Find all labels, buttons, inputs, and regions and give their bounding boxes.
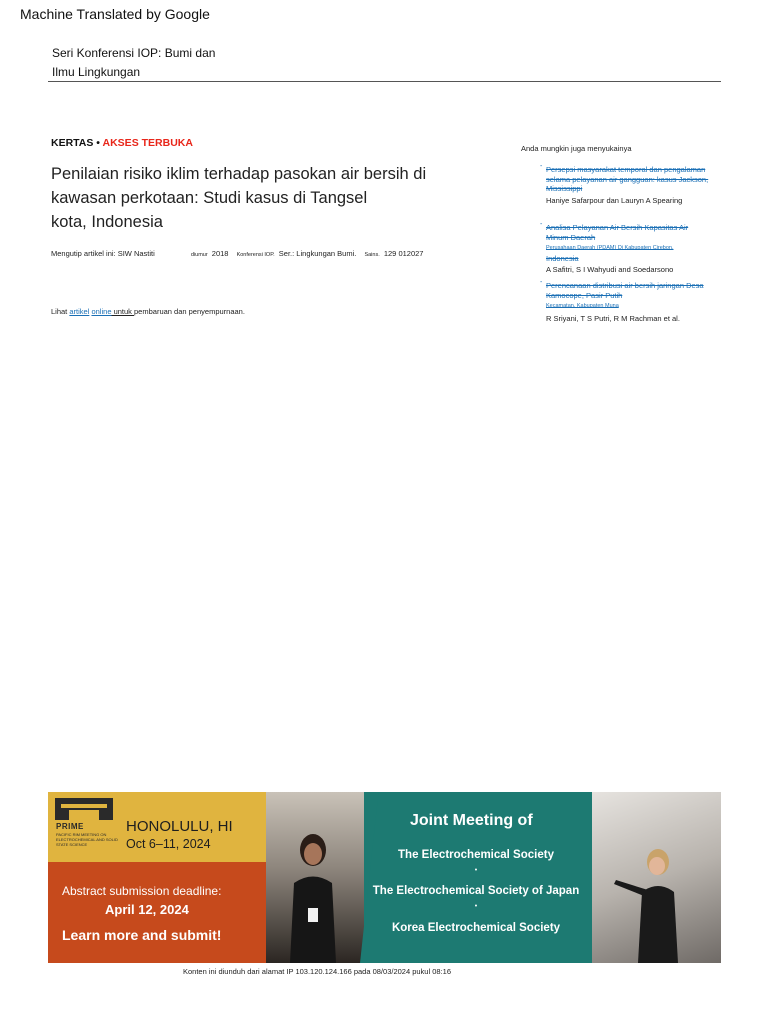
bullet-icon: -	[540, 221, 543, 228]
citation-ref: 129 012027	[383, 249, 424, 258]
open-access-label: AKSES TERBUKA	[102, 137, 193, 149]
prime-logo-text: PRIME	[56, 822, 84, 831]
related-item-authors: Haniye Safarpour dan Lauryn A Spearing	[546, 195, 683, 205]
prime-logo-subtitle: PACIFIC RIM MEETING ON ELECTROCHEMICAL AND SOLID STATE SCIENCE	[56, 832, 118, 847]
article-title	[51, 162, 461, 234]
related-item[interactable]	[540, 221, 711, 274]
journal-name	[52, 44, 252, 82]
citation	[51, 249, 471, 258]
banner-deadline-date: April 12, 2024	[105, 902, 189, 917]
online-link[interactable]: online	[91, 307, 112, 316]
related-item[interactable]	[540, 163, 711, 205]
citation-diumur: diumur	[190, 252, 208, 258]
related-item-title[interactable]: Persepsi masyarakat temporal dan pengalaman selama pelayanan air gangguan: kasus Jackson, Mississippi	[546, 165, 709, 193]
article-type	[51, 137, 193, 149]
translation-watermark: Machine Translated by Google	[20, 6, 210, 22]
related-item[interactable]	[540, 279, 711, 323]
citation-sains: Sains.	[364, 252, 380, 258]
related-item-title[interactable]	[546, 223, 711, 263]
bullet-icon: -	[540, 163, 543, 170]
title-line: Penilaian risiko iklim terhadap pasokan air bersih di	[51, 165, 427, 183]
society-separator: •	[474, 867, 478, 874]
banner-cta[interactable]: Learn more and submit!	[62, 927, 222, 943]
related-item-title-main[interactable]: Analisa Pelayanan Air Bersih Kapasitas Air Minum Daerah	[546, 223, 689, 242]
bullet-icon: -	[540, 279, 543, 286]
banner-joint-heading: Joint Meeting of	[410, 812, 533, 829]
society-name: The Electrochemical Society of Japan	[372, 885, 580, 897]
view-online-post1: untuk	[111, 307, 135, 316]
society-name: Korea Electrochemical Society	[391, 922, 561, 934]
citation-series: Ser.: Lingkungan Bumi.	[278, 249, 357, 258]
article-link[interactable]: artikel	[69, 307, 90, 316]
title-line: kawasan perkotaan: Studi kasus di Tangsel	[51, 189, 368, 207]
banner-deadline-label: Abstract submission deadline:	[62, 884, 222, 898]
download-footer: Konten ini diunduh dari alamat IP 103.120.124.166 pada 08/03/2024 pukul 08:16	[183, 967, 451, 976]
banner-dates: Oct 6–11, 2024	[126, 837, 211, 851]
citation-conf: Konferensi IOP.	[236, 252, 275, 258]
article-type-label: KERTAS	[51, 137, 94, 149]
article-type-sep: •	[93, 137, 103, 149]
related-item-authors: A Safitri, S I Wahyudi and Soedarsono	[546, 265, 674, 274]
related-item-title-small[interactable]: Kecamatan, Kabupaten Muna	[546, 303, 619, 309]
related-item-authors: R Sriyani, T S Putri, R M Rachman et al.	[546, 313, 680, 323]
header-rule	[48, 81, 721, 82]
citation-year: 2018	[211, 249, 229, 258]
journal-name-line2: Ilmu Lingkungan	[52, 65, 141, 79]
banner-city: HONOLULU, HI	[126, 818, 233, 835]
citation-prefix: Mengutip artikel ini: SIW Nastiti	[51, 249, 155, 258]
related-item-title-small[interactable]: Perusahaan Daerah (PDAM) Di Kabupaten Cirebon,	[546, 245, 674, 251]
journal-name-line1: Seri Konferensi IOP: Bumi dan	[52, 46, 216, 60]
view-online-pre: Lihat	[51, 307, 70, 316]
related-item-title-end[interactable]: Indonesia	[546, 253, 579, 263]
society-separator: •	[474, 903, 478, 910]
ad-banner[interactable]	[48, 792, 721, 963]
attendee-figure-icon	[284, 828, 342, 963]
presenter-figure-icon	[610, 832, 690, 963]
society-name: The Electrochemical Society	[398, 849, 554, 861]
title-line: kota, Indonesia	[51, 213, 163, 231]
related-item-title[interactable]	[546, 281, 711, 312]
related-heading: Anda mungkin juga menyukainya	[521, 144, 632, 153]
view-online-post2: pembaruan dan penyempurnaan.	[134, 307, 245, 316]
view-online-note	[51, 307, 245, 316]
related-item-title-main[interactable]: Perencanaan distribusi air bersih jaringan Desa Kamocope, Pasir Putih	[546, 281, 704, 300]
